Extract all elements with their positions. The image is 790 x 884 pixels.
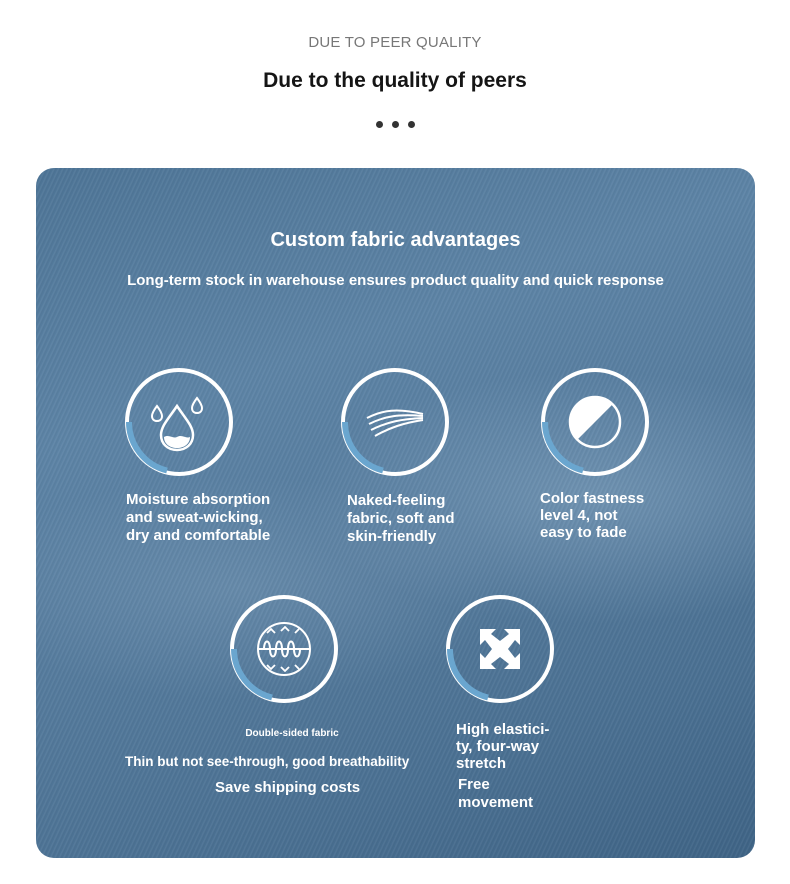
feature-double-sided-sub: Save shipping costs [215, 779, 361, 796]
panel-title: Custom fabric advantages [270, 229, 521, 251]
feature-double-sided-badge [230, 595, 338, 703]
water-drop-icon [149, 392, 209, 452]
panel-subtitle: Long-term stock in warehouse ensures product quality and quick response [127, 272, 664, 289]
feather-lines-icon [365, 392, 425, 452]
feature-soft-badge [341, 368, 449, 476]
section-title: Due to the quality of peers [263, 69, 527, 92]
feature-soft-label: Naked-feeling fabric, soft and skin-friendly [347, 492, 455, 545]
half-circle-icon [565, 392, 625, 452]
dot [408, 121, 415, 128]
feature-colorfast-label: Color fastness level 4, not easy to fade [540, 490, 645, 541]
double-sided-fabric-icon [254, 619, 314, 679]
feature-double-sided-label: Thin but not see-through, good breathability [125, 754, 410, 769]
feature-stretch-label: High elastici- ty, four-way stretch [456, 721, 550, 772]
section-eyebrow: DUE TO PEER QUALITY [308, 34, 482, 51]
dot [392, 121, 399, 128]
dot [376, 121, 383, 128]
fabric-advantages-panel [36, 168, 755, 858]
feature-stretch-sub: Free movement [458, 776, 534, 811]
pagination-dots [0, 121, 790, 128]
feature-moisture-badge [125, 368, 233, 476]
feature-colorfast-badge [541, 368, 649, 476]
feature-stretch-badge [446, 595, 554, 703]
feature-double-sided-caption: Double-sided fabric [245, 728, 339, 739]
feature-moisture-label: Moisture absorption and sweat-wicking, dry and comfortable [126, 491, 271, 544]
four-way-stretch-icon [470, 619, 530, 679]
